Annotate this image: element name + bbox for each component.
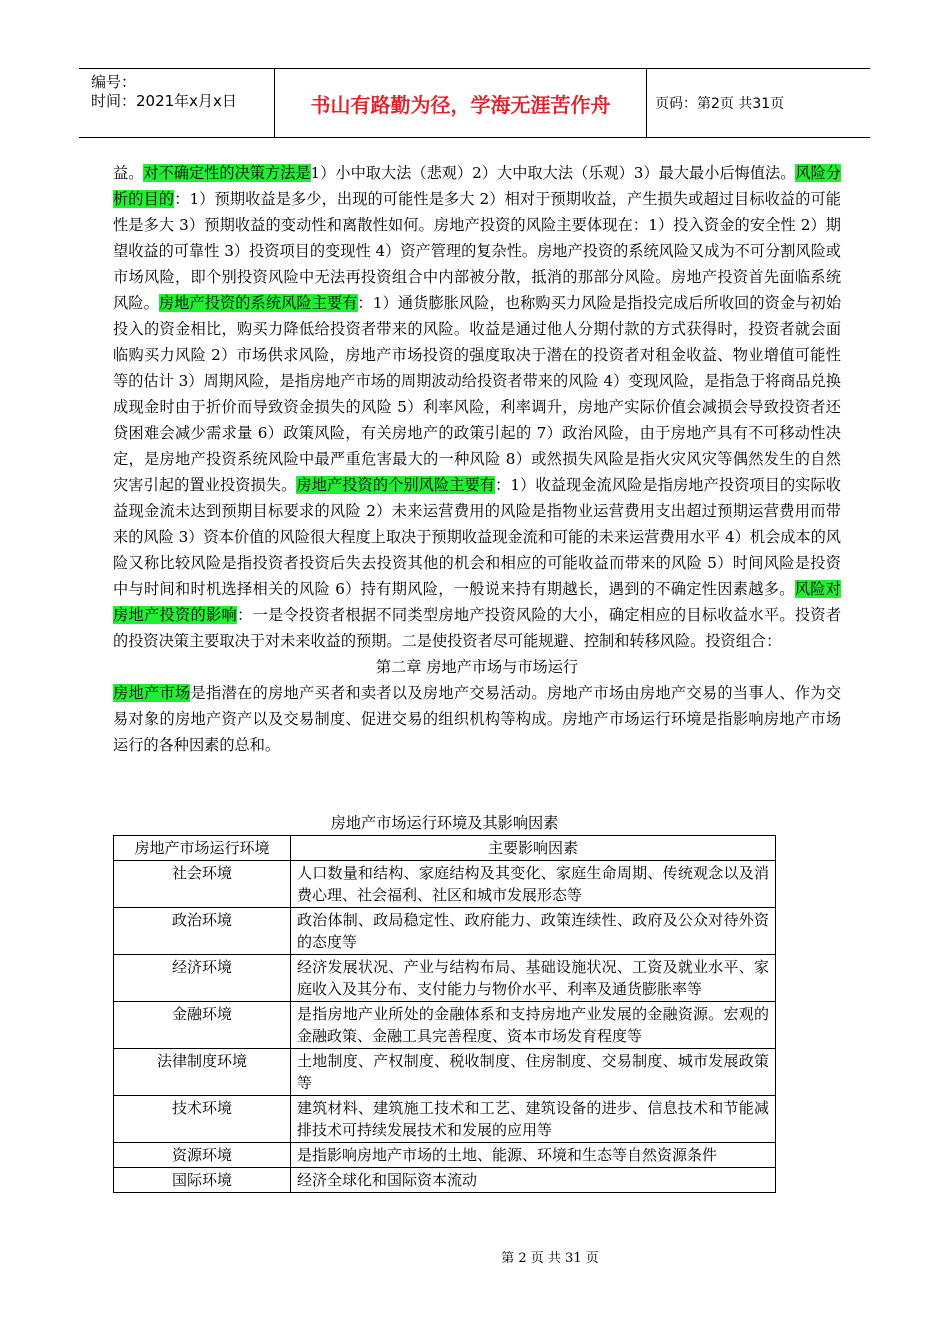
env-cell: 技术环境 bbox=[114, 1096, 291, 1143]
env-cell: 经济环境 bbox=[114, 955, 291, 1002]
factors-cell: 经济发展状况、产业与结构布局、基础设施状况、工资及就业水平、家庭收入及其分布、支付能力与物价水平、利率及通货膨胀率等 bbox=[291, 955, 776, 1002]
column-header-factors: 主要影响因素 bbox=[291, 836, 776, 861]
table-row bbox=[114, 1049, 776, 1096]
header-number-label: 编号： bbox=[91, 73, 137, 91]
highlight-systematic-risk: 房地产投资的系统风险主要有 bbox=[158, 294, 358, 312]
highlight-decision-methods: 对不确定性的决策方法是 bbox=[143, 164, 311, 182]
table-header-row bbox=[114, 836, 776, 861]
paragraph-market bbox=[113, 680, 841, 758]
env-cell: 金融环境 bbox=[114, 1002, 291, 1049]
environment-factors-table bbox=[113, 835, 776, 1193]
header-motto: 书山有路勤为径，学海无涯苦作舟 bbox=[275, 69, 647, 137]
env-cell: 法律制度环境 bbox=[114, 1049, 291, 1096]
factors-cell: 政治体制、政局稳定性、政府能力、政策连续性、政府及公众对待外资的态度等 bbox=[291, 908, 776, 955]
factors-cell: 是指房地产业所处的金融体系和支持房地产业发展的金融资源。宏观的金融政策、金融工具完善程度、资本市场发育程度等 bbox=[291, 1002, 776, 1049]
table-row bbox=[114, 908, 776, 955]
column-header-environment: 房地产市场运行环境 bbox=[114, 836, 291, 861]
highlight-risk-analysis-purpose: 风险分析的目的 bbox=[113, 164, 841, 208]
factors-cell: 人口数量和结构、家庭结构及其变化、家庭生命周期、传统观念以及消费心理、社会福利、社区和城市发展形态等 bbox=[291, 861, 776, 908]
text-run: ：一是令投资者根据不同类型房地产投资风险的大小，确定相应的目标收益水平。投资者的投资决策主要取决于对未来收益的预期。二是使投资者尽可能规避、控制和转移风险。投资组合： bbox=[113, 606, 842, 650]
document-body bbox=[113, 160, 841, 758]
env-cell: 资源环境 bbox=[114, 1143, 291, 1168]
text-run: 益。 bbox=[113, 164, 144, 182]
table-row bbox=[114, 1002, 776, 1049]
table-row bbox=[114, 861, 776, 908]
highlight-real-estate-market: 房地产市场 bbox=[113, 684, 191, 702]
chapter-title: 第二章 房地产市场与市场运行 bbox=[375, 658, 579, 676]
env-cell: 政治环境 bbox=[114, 908, 291, 955]
text-run: ：1）预期收益是多少，出现的可能性是多大 2）相对于预期收益，产生损失或超过目标收益的可能性是多大 3）预期收益的变动性和离散性如何。房地产投资的风险主要体现在：1）投入资金的安全性 2）期望收益的可靠性 3）投资项目的变现性 4）资产管理的复杂性。房地产投资的系统风险又成为不可分割风险或市场风险，即个别投资风险中无法再投资组合中内部被分散，抵消的那部分风险。房地产投资首先面临系统风险。 bbox=[113, 190, 841, 312]
table-row bbox=[114, 1096, 776, 1143]
text-run: 是指潜在的房地产买者和卖者以及房地产交易活动。房地产市场由房地产交易的当事人、作为交易对象的房地产资产以及交易制度、促进交易的组织机构等构成。房地产市场运行环境是指影响房地产市场运行的各种因素的总和。 bbox=[113, 684, 842, 754]
paragraph-risk bbox=[113, 160, 841, 654]
table-row bbox=[114, 955, 776, 1002]
header-page-info: 页码：第2页 共31页 bbox=[655, 96, 785, 112]
highlight-individual-risk: 房地产投资的个别风险主要有 bbox=[296, 476, 496, 494]
factors-cell: 建筑材料、建筑施工技术和工艺、建筑设备的进步、信息技术和节能减排技术可持续发展技术和发展的应用等 bbox=[291, 1096, 776, 1143]
factors-cell: 土地制度、产权制度、税收制度、住房制度、交易制度、城市发展政策等 bbox=[291, 1049, 776, 1096]
env-cell: 国际环境 bbox=[114, 1168, 291, 1193]
highlight-risk-impact: 风险对房地产投资的影响 bbox=[113, 580, 841, 624]
page-header bbox=[79, 68, 870, 138]
text-run: 1）小中取大法（悲观）2）大中取大法（乐观）3）最大最小后悔值法。 bbox=[310, 164, 796, 182]
factors-cell: 是指影响房地产市场的土地、能源、环境和生态等自然资源条件 bbox=[291, 1143, 776, 1168]
table-row bbox=[114, 1143, 776, 1168]
env-cell: 社会环境 bbox=[114, 861, 291, 908]
text-run: ：1）通货膨胀风险，也称购买力风险是指投完成后所收回的资金与初始投入的资金相比，购买力降低给投资者带来的风险。收益是通过他人分期付款的方式获得时，投资者就会面临购买力风险 2）市场供求风险，房地产市场投资的强度取决于潜在的投资者对租金收益、物业增值可能性等的估计 3）周期风险，是指房地产市场的周期波动给投资者带来的风险 4）变现风险，是指急于将商品兑换成现金时由于折价而导致资金损失的风险 5）利率风险，利率调升，房地产实际价值会减损会导致投资者还贷困难会减少需求量 6）政策风险，有关房地产的政策引起的 7）政治风险，由于房地产具有不可移动性决定，是房地产投资系统风险中最严重危害最大的一种风险 8）或然损失风险是指火灾风灾等偶然发生的自然灾害引起的置业投资损失。 bbox=[113, 294, 842, 494]
table-caption: 房地产市场运行环境及其影响因素 bbox=[330, 814, 559, 832]
factors-cell: 经济全球化和国际资本流动 bbox=[291, 1168, 776, 1193]
header-meta bbox=[79, 69, 275, 137]
page-footer: 第 2 页 共 31 页 bbox=[501, 1251, 599, 1266]
header-date-label: 时间：2021年x月x日 bbox=[91, 92, 237, 110]
text-run: ：1）收益现金流风险是指房地产投资项目的实际收益现金流未达到预期目标要求的风险 2）未来运营费用的风险是指物业运营费用支出超过预期运营费用而带来的风险 3）资本价值的风险很大程度上取决于预期收益现金流和可能的未来运营费用水平 4）机会成本的风险又称比较风险是指投资者投资后失去投资其他的机会和相应的可能收益而带来的风险 5）时间风险是投资中与时间和时机选择相关的风险 6）持有期风险，一般说来持有期越长，遇到的不确定性因素越多。 bbox=[113, 476, 841, 598]
table-row bbox=[114, 1168, 776, 1193]
